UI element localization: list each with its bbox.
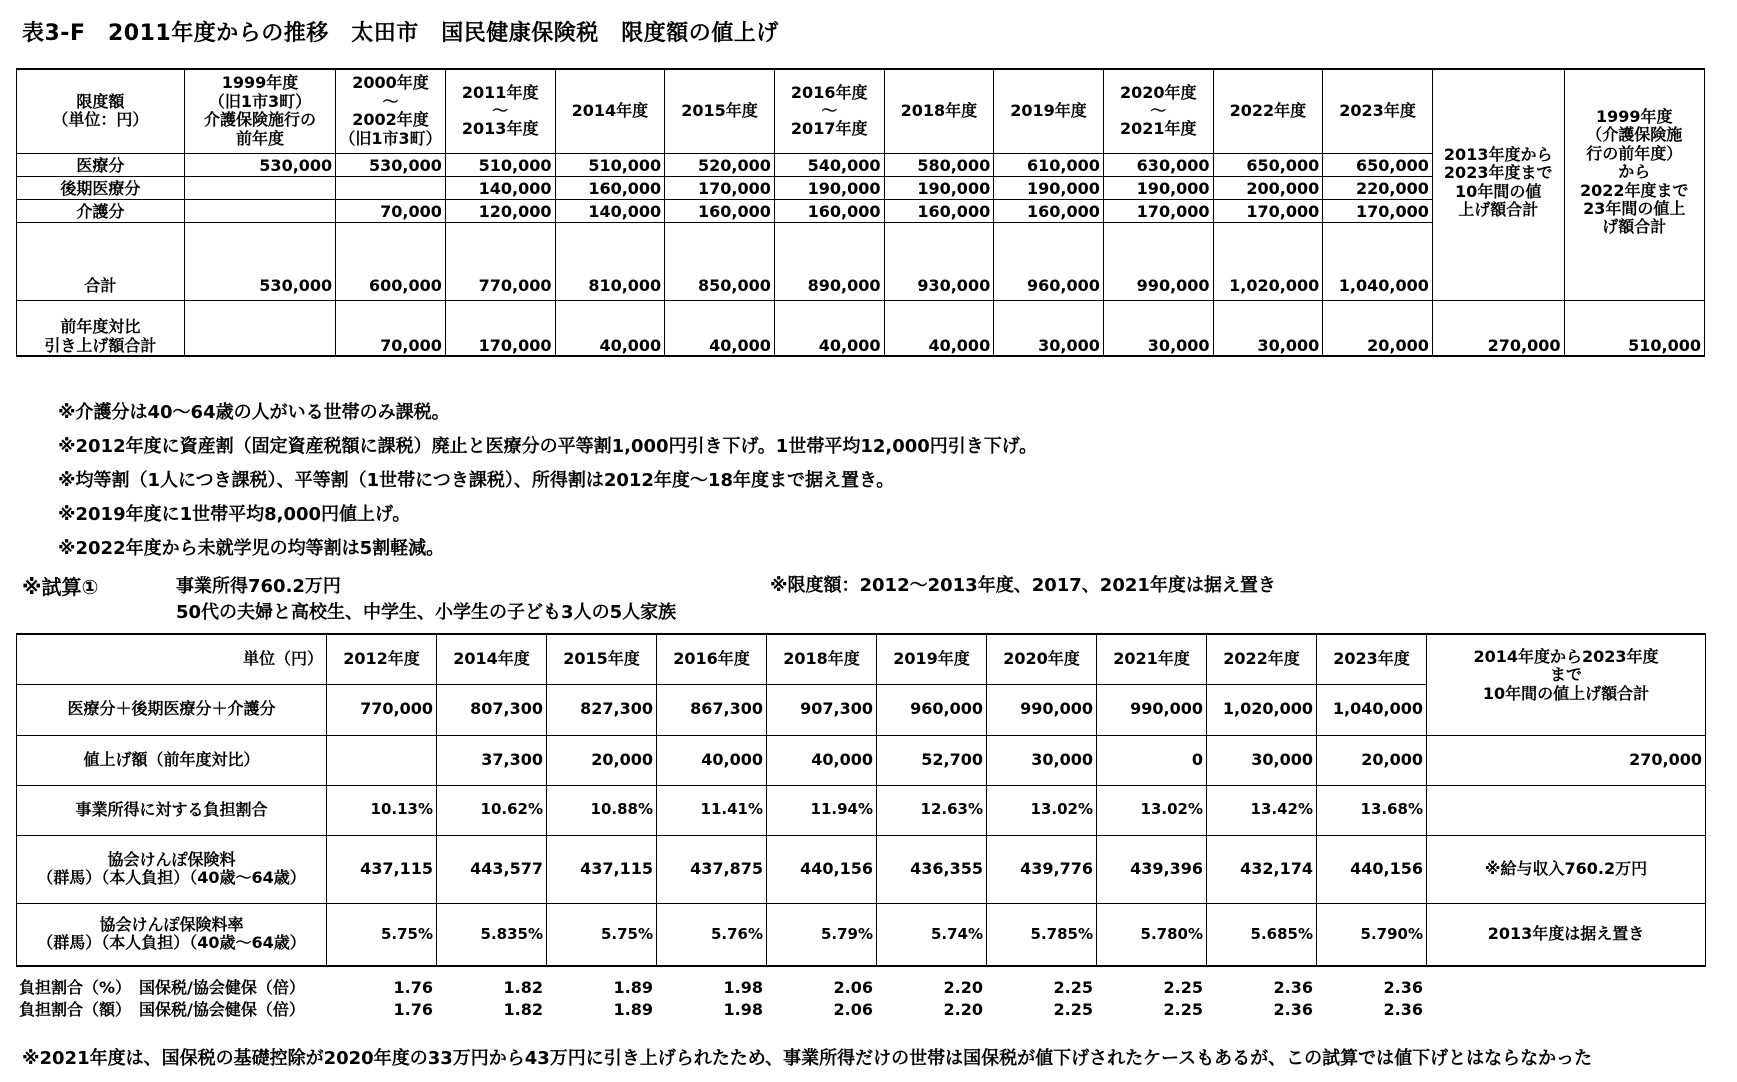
cell-sum-23yr: 510,000 [1564, 300, 1705, 356]
cell: 11.41% [657, 785, 767, 835]
cell: 850,000 [665, 222, 775, 300]
cell: 170,000 [1323, 199, 1433, 222]
cell: 610,000 [994, 153, 1104, 176]
cell: 160,000 [555, 176, 665, 199]
limit-table [16, 68, 1705, 357]
row-label: 医療分＋後期医療分＋介護分 [17, 684, 327, 735]
cell: 20,000 [1317, 735, 1427, 785]
ratio-cell: 2.36 [1273, 999, 1313, 1019]
ratio-cell: 2.20 [943, 999, 983, 1019]
cell: 990,000 [1097, 684, 1207, 735]
cell: 827,300 [547, 684, 657, 735]
cell: 13.02% [987, 785, 1097, 835]
cell [327, 735, 437, 785]
cell: 520,000 [665, 153, 775, 176]
calc-income: 事業所得760.2万円 [176, 576, 341, 597]
cell: 510,000 [445, 153, 555, 176]
ratio-cell: 1.82 [503, 999, 543, 1019]
cell: 770,000 [327, 684, 437, 735]
ratio-cell: 2.36 [1383, 977, 1423, 997]
year-header: 2012年度 [327, 634, 437, 684]
year-header: 2018年度 [767, 634, 877, 684]
cell: 20,000 [1323, 300, 1433, 356]
cell: 5.790% [1317, 903, 1427, 966]
cell: 40,000 [657, 735, 767, 785]
row-label: 値上げ額（前年度対比） [17, 735, 327, 785]
cell [184, 199, 335, 222]
cell: 190,000 [994, 176, 1104, 199]
cell: 990,000 [987, 684, 1097, 735]
cell: 5.75% [327, 903, 437, 966]
row-label: 介護分 [17, 199, 185, 222]
cell: 70,000 [336, 199, 446, 222]
ratio-cell: 1.98 [723, 977, 763, 997]
cell: 30,000 [987, 735, 1097, 785]
year-header: 2016年度 [657, 634, 767, 684]
unit-label: 単位（円） [17, 634, 327, 684]
cell: 440,156 [767, 835, 877, 903]
limit-note: ※限度額：2012～2013年度、2017、2021年度は据え置き [770, 575, 1276, 596]
ratio-cell: 1.98 [723, 999, 763, 1019]
cell: 40,000 [774, 300, 884, 356]
rate-note: 2013年度は据え置き [1427, 903, 1706, 966]
ratio-cell: 2.36 [1383, 999, 1423, 1019]
cell: 5.835% [437, 903, 547, 966]
cell: 220,000 [1323, 176, 1433, 199]
calc-label: ※試算① [22, 575, 99, 599]
row-burden-ratio [17, 785, 1706, 835]
cell: 437,115 [327, 835, 437, 903]
cell [184, 300, 335, 356]
cell-sum: 270,000 [1427, 735, 1706, 785]
header-2018: 2018年度 [884, 69, 994, 153]
header-2014: 2014年度 [555, 69, 665, 153]
ratio-cell: 2.25 [1053, 999, 1093, 1019]
cell: 439,396 [1097, 835, 1207, 903]
header-2023: 2023年度 [1323, 69, 1433, 153]
cell: 5.785% [987, 903, 1097, 966]
cell: 70,000 [336, 300, 446, 356]
cell: 810,000 [555, 222, 665, 300]
cell: 530,000 [184, 222, 335, 300]
note: ※2012年度に資産割（固定資産税額に課税）廃止と医療分の平等割1,000円引き下げ。1世帯平均12,000円引き下げ。 [58, 436, 1038, 457]
cell: 5.74% [877, 903, 987, 966]
cell: 13.42% [1207, 785, 1317, 835]
ratio-row-percent [16, 977, 1705, 999]
cell: 170,000 [1213, 199, 1323, 222]
cell: 443,577 [437, 835, 547, 903]
year-header: 2023年度 [1317, 634, 1427, 684]
cell: 990,000 [1103, 222, 1213, 300]
cell: 160,000 [665, 199, 775, 222]
cell: 20,000 [547, 735, 657, 785]
cell: 1,040,000 [1323, 222, 1433, 300]
header-2000-2002: 2000年度 ～ 2002年度 （旧1市3町） [336, 69, 446, 153]
header-2022: 2022年度 [1213, 69, 1323, 153]
cell-empty [1427, 785, 1706, 835]
row-label: 協会けんぽ保険料 （群馬）（本人負担）（40歳～64歳） [17, 835, 327, 903]
header-2020-2021: 2020年度 ～ 2021年度 [1103, 69, 1213, 153]
header-row [17, 69, 1705, 153]
cell: 439,776 [987, 835, 1097, 903]
cell: 890,000 [774, 222, 884, 300]
cell: 40,000 [555, 300, 665, 356]
ratio-table [16, 977, 1705, 1021]
ratio-cell: 1.89 [613, 999, 653, 1019]
note: ※介護分は40～64歳の人がいる世帯のみ課税。 [58, 402, 450, 423]
header-limit: 限度額 （単位：円） [17, 69, 185, 153]
ratio-label: 負担割合（額） 国保税/協会健保（倍） [19, 999, 305, 1019]
cell: 530,000 [184, 153, 335, 176]
cell: 5.780% [1097, 903, 1207, 966]
ratio-cell: 2.25 [1163, 977, 1203, 997]
ratio-cell: 2.25 [1053, 977, 1093, 997]
cell: 5.76% [657, 903, 767, 966]
ratio-row-amount [16, 999, 1705, 1021]
summary-10yr-header: 2013年度から 2023年度まで 10年間の値 上げ額合計 [1432, 69, 1564, 300]
cell: 30,000 [1213, 300, 1323, 356]
cell: 530,000 [336, 153, 446, 176]
cell: 30,000 [1207, 735, 1317, 785]
cell: 190,000 [1103, 176, 1213, 199]
row-label: 後期医療分 [17, 176, 185, 199]
cell: 437,115 [547, 835, 657, 903]
cell: 160,000 [884, 199, 994, 222]
row-label: 前年度対比 引き上げ額合計 [17, 300, 185, 356]
cell-sum-10yr: 270,000 [1432, 300, 1564, 356]
year-header: 2019年度 [877, 634, 987, 684]
year-header: 2021年度 [1097, 634, 1207, 684]
header-2016-2017: 2016年度 ～ 2017年度 [774, 69, 884, 153]
cell: 40,000 [665, 300, 775, 356]
ratio-cell: 1.89 [613, 977, 653, 997]
salary-note: ※給与収入760.2万円 [1427, 835, 1706, 903]
note: ※2019年度に1世帯平均8,000円値上げ。 [58, 504, 411, 525]
summary-23yr-header: 1999年度 （介護保険施 行の前年度） から 2022年度まで 23年間の値上 げ額合計 [1564, 69, 1705, 300]
cell: 10.88% [547, 785, 657, 835]
cell: 907,300 [767, 684, 877, 735]
cell: 170,000 [445, 300, 555, 356]
cell: 580,000 [884, 153, 994, 176]
cell: 40,000 [767, 735, 877, 785]
cell: 160,000 [994, 199, 1104, 222]
row-increase [17, 735, 1706, 785]
calc-family: 50代の夫婦と高校生、中学生、小学生の子ども3人の5人家族 [176, 602, 677, 623]
ratio-cell: 2.20 [943, 977, 983, 997]
cell: 437,875 [657, 835, 767, 903]
header-2019: 2019年度 [994, 69, 1104, 153]
cell: 10.13% [327, 785, 437, 835]
ratio-cell: 2.06 [833, 999, 873, 1019]
year-header: 2014年度 [437, 634, 547, 684]
cell: 436,355 [877, 835, 987, 903]
cell: 40,000 [884, 300, 994, 356]
note: ※2022年度から未就学児の均等割は5割軽減。 [58, 538, 445, 559]
header-2015: 2015年度 [665, 69, 775, 153]
header-2011-2013: 2011年度 ～ 2013年度 [445, 69, 555, 153]
cell: 30,000 [994, 300, 1104, 356]
cell: 11.94% [767, 785, 877, 835]
cell: 120,000 [445, 199, 555, 222]
cell: 1,040,000 [1317, 684, 1427, 735]
summary-header: 2014年度から2023年度 まで 10年間の値上げ額合計 [1427, 634, 1706, 735]
cell: 1,020,000 [1207, 684, 1317, 735]
cell: 650,000 [1213, 153, 1323, 176]
cell: 12.63% [877, 785, 987, 835]
cell: 960,000 [994, 222, 1104, 300]
cell: 30,000 [1103, 300, 1213, 356]
cell: 190,000 [884, 176, 994, 199]
cell: 930,000 [884, 222, 994, 300]
cell: 170,000 [1103, 199, 1213, 222]
header-1999: 1999年度 （旧1市3町） 介護保険施行の 前年度 [184, 69, 335, 153]
row-label: 協会けんぽ保険料率 （群馬）（本人負担）（40歳～64歳） [17, 903, 327, 966]
cell: 160,000 [774, 199, 884, 222]
cell [184, 176, 335, 199]
note: ※均等割（1人につき課税）、平等割（1世帯につき課税）、所得割は2012年度～18年度まで据え置き。 [58, 470, 895, 491]
row-kyokai-rate [17, 903, 1706, 966]
cell: 190,000 [774, 176, 884, 199]
cell: 200,000 [1213, 176, 1323, 199]
calc-table [16, 633, 1706, 967]
cell: 10.62% [437, 785, 547, 835]
cell: 440,156 [1317, 835, 1427, 903]
ratio-cell: 2.06 [833, 977, 873, 997]
row-label: 医療分 [17, 153, 185, 176]
cell: 650,000 [1323, 153, 1433, 176]
header-row [17, 634, 1706, 684]
row-increase [17, 300, 1705, 356]
cell: 1,020,000 [1213, 222, 1323, 300]
cell: 540,000 [774, 153, 884, 176]
year-header: 2020年度 [987, 634, 1097, 684]
cell: 37,300 [437, 735, 547, 785]
row-label: 事業所得に対する負担割合 [17, 785, 327, 835]
cell: 5.75% [547, 903, 657, 966]
cell: 600,000 [336, 222, 446, 300]
cell: 140,000 [445, 176, 555, 199]
cell: 13.02% [1097, 785, 1207, 835]
cell: 0 [1097, 735, 1207, 785]
cell: 5.685% [1207, 903, 1317, 966]
ratio-cell: 1.76 [393, 977, 433, 997]
cell: 5.79% [767, 903, 877, 966]
cell: 432,174 [1207, 835, 1317, 903]
cell: 52,700 [877, 735, 987, 785]
cell: 867,300 [657, 684, 767, 735]
row-label: 合計 [17, 222, 185, 300]
cell: 13.68% [1317, 785, 1427, 835]
ratio-cell: 1.76 [393, 999, 433, 1019]
cell: 140,000 [555, 199, 665, 222]
cell: 630,000 [1103, 153, 1213, 176]
cell: 770,000 [445, 222, 555, 300]
year-header: 2015年度 [547, 634, 657, 684]
year-header: 2022年度 [1207, 634, 1317, 684]
cell: 510,000 [555, 153, 665, 176]
cell [336, 176, 446, 199]
row-kyokai-premium [17, 835, 1706, 903]
ratio-cell: 2.36 [1273, 977, 1313, 997]
cell: 807,300 [437, 684, 547, 735]
ratio-cell: 2.25 [1163, 999, 1203, 1019]
footnote: ※2021年度は、国保税の基礎控除が2020年度の33万円から43万円に引き上げられたため、事業所得だけの世帯は国保税が値下げされたケースもあるが、この試算では値下げとはならなかった [22, 1048, 1593, 1069]
ratio-label: 負担割合（%） 国保税/協会健保（倍） [19, 977, 305, 997]
cell: 960,000 [877, 684, 987, 735]
page-title: 表3-F 2011年度からの推移 太田市 国民健康保険税 限度額の値上げ [22, 21, 779, 46]
ratio-cell: 1.82 [503, 977, 543, 997]
cell: 170,000 [665, 176, 775, 199]
